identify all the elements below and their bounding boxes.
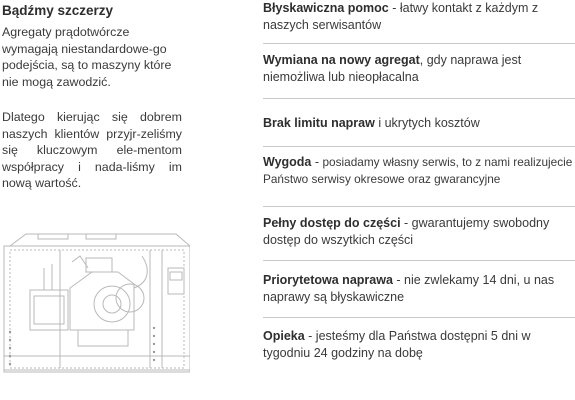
- feature-item-3: [263, 115, 575, 132]
- feature-title: Wymiana na nowy agregat: [263, 53, 420, 67]
- divider: [263, 206, 575, 207]
- feature-title: Brak limitu napraw: [263, 116, 375, 130]
- feature-item-4: Wygoda - posiadamy własny serwis, to z nami realizujecie Państwo serwisy okresowe oraz gwarancyjne: [263, 155, 573, 186]
- divider: [263, 43, 575, 44]
- divider: [263, 146, 575, 147]
- feature-text: i ukrytych kosztów: [378, 116, 480, 130]
- feature-text: gwarantujemy swobodny dostęp do wszytkich części: [263, 216, 550, 247]
- intro-paragraph-1: Agregaty prądotwórcze wymagają niestandardowe-go podejścia, są to maszyny które nie mogą zawodzić.: [2, 25, 172, 89]
- feature-title: Priorytetowa naprawa: [263, 273, 393, 287]
- divider: [263, 317, 575, 318]
- feature-item-1: Błyskawiczna pomoc - łatwy kontakt z każdym z naszych serwisantów: [263, 1, 539, 32]
- feature-title: Wygoda: [263, 155, 312, 169]
- feature-text: posiadamy własny serwis, to z nami realizujecie Państwo serwisy okresowe oraz gwarancyjne: [263, 155, 573, 186]
- generator-illustration: [0, 228, 190, 378]
- feature-text: gdy naprawa jest niemożliwa lub nieopłacalna: [263, 53, 522, 84]
- feature-text: nie zwlekamy 14 dni, u nas naprawy są błyskawiczne: [263, 273, 555, 304]
- feature-title: Pełny dostęp do części: [263, 216, 401, 230]
- feature-item-5: Pełny dostęp do części - gwarantujemy swobodny dostęp do wszytkich części: [263, 216, 550, 247]
- intro-paragraph-2: Dlatego kierując się dobrem naszych klientów przyjr-zeliśmy się kluczowym ele-mentom współpracy i nada-liśmy im nową wartość.: [2, 110, 182, 191]
- intro-column: [0, 0, 186, 191]
- divider: [263, 260, 575, 261]
- feature-text: łatwy kontakt z każdym z naszych serwisantów: [263, 1, 539, 32]
- feature-item-6: Priorytetowa naprawa - nie zwlekamy 14 dni, u nas naprawy są błyskawiczne: [263, 273, 555, 304]
- divider: [263, 98, 575, 99]
- feature-title: Opieka: [263, 329, 305, 343]
- intro-heading: Bądźmy szczerzy: [2, 3, 114, 18]
- feature-item-7: Opieka - jesteśmy dla Państwa dostępni 5 dni w tygodniu 24 godziny na dobę: [263, 329, 531, 360]
- feature-text: jesteśmy dla Państwa dostępni 5 dni w tygodniu 24 godziny na dobę: [263, 329, 531, 360]
- feature-item-2: Wymiana na nowy agregat, gdy naprawa jest niemożliwa lub nieopłacalna: [263, 53, 522, 84]
- feature-title: Błyskawiczna pomoc: [263, 1, 389, 15]
